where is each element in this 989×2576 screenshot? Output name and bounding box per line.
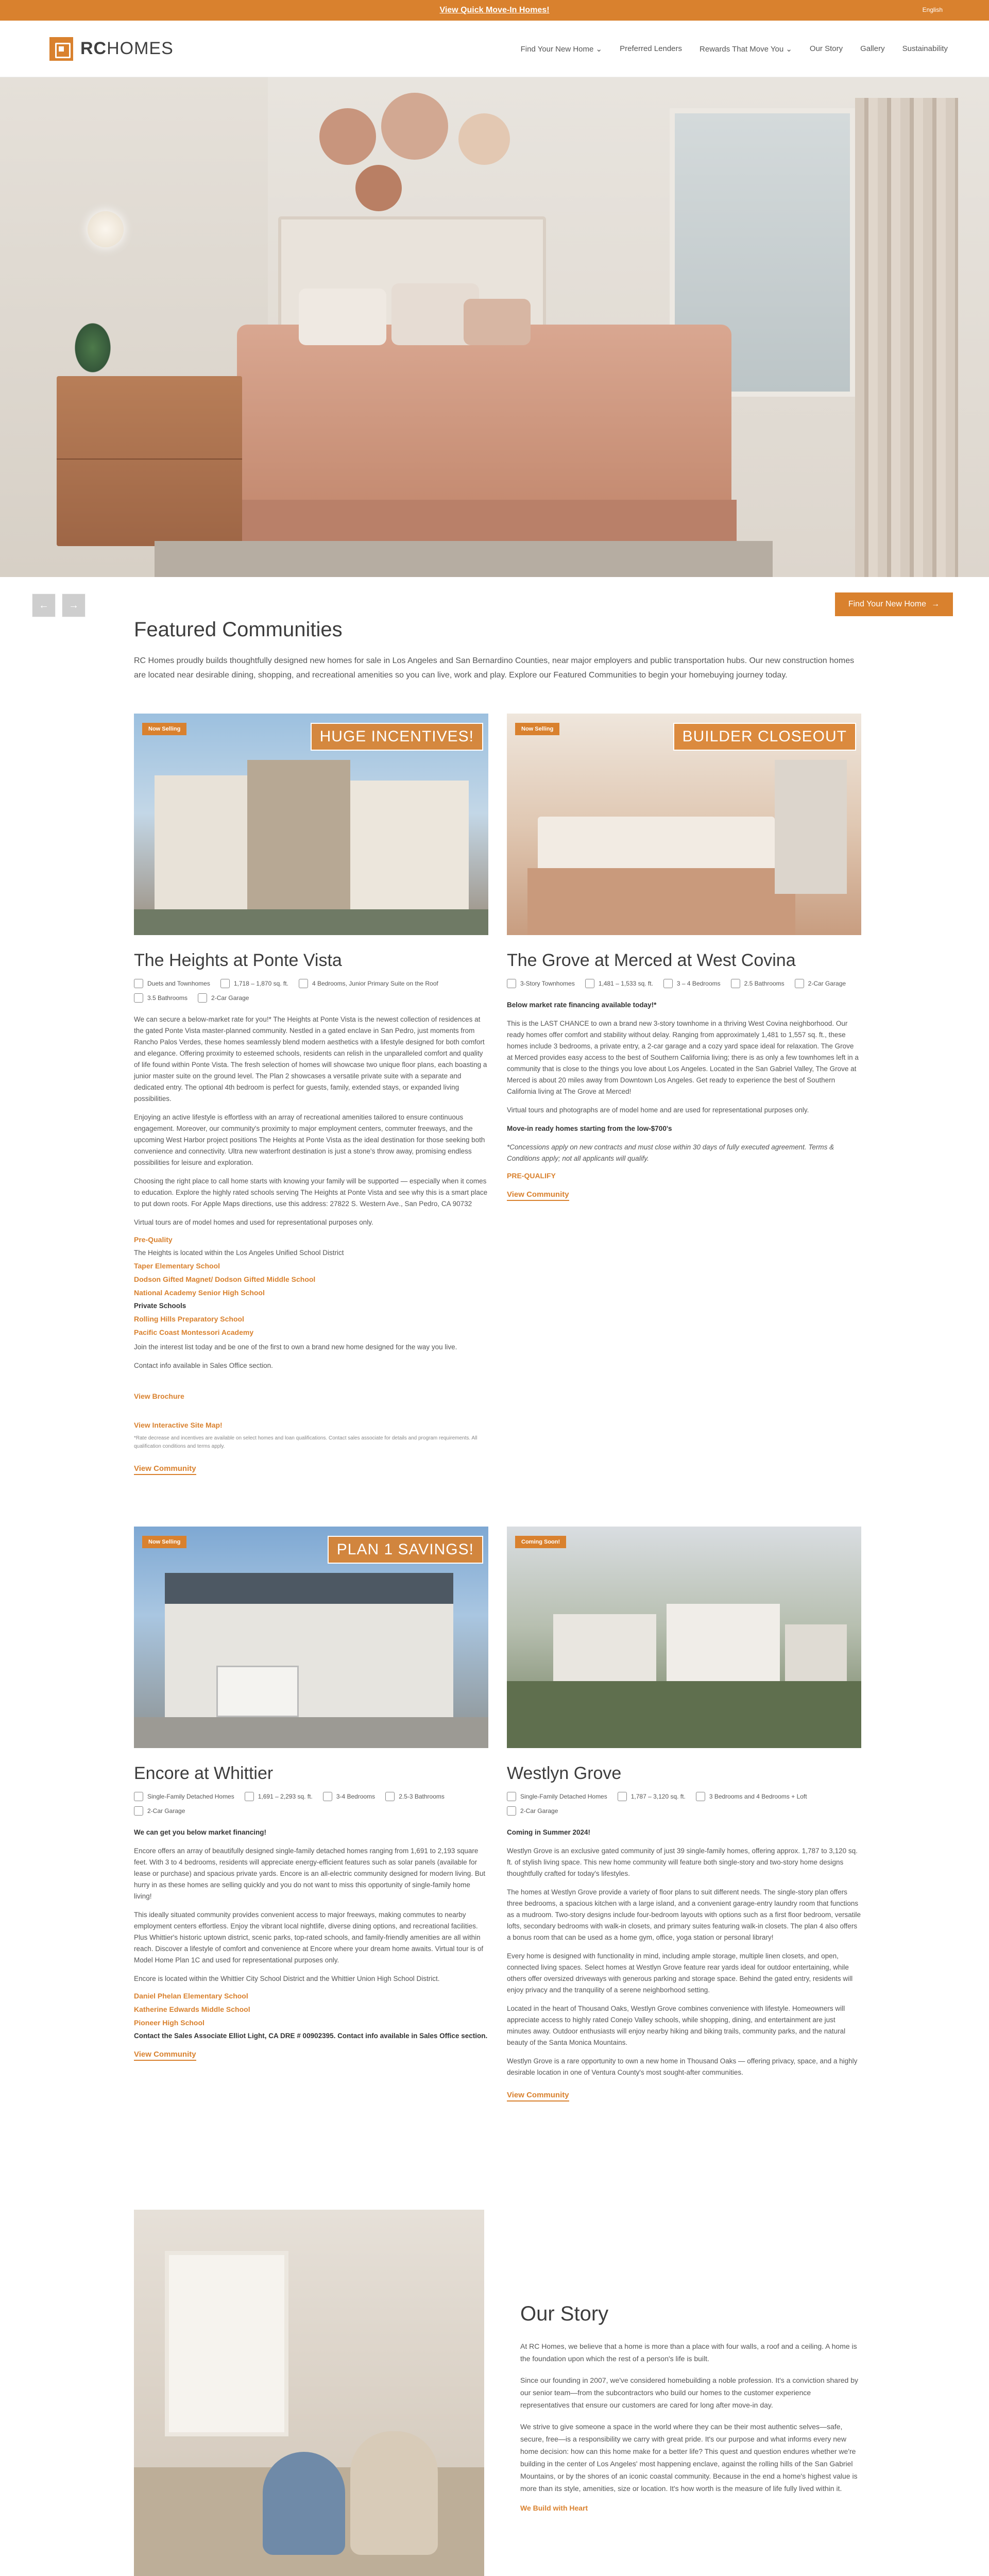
home-type-icon <box>507 979 516 988</box>
home-type-icon <box>507 1792 516 1801</box>
status-badge: Now Selling <box>142 723 186 735</box>
hero-arrows <box>32 594 86 617</box>
school-link[interactable]: Katherine Edwards Middle School <box>134 2005 250 2013</box>
logo-mark-icon <box>49 37 73 61</box>
nav-gallery[interactable]: Gallery <box>860 44 885 53</box>
view-community-button[interactable]: View Community <box>507 1190 569 1201</box>
community-specs: 3-Story Townhomes 1,481 – 1,533 sq. ft. 3 – 4 Bedrooms 2.5 Bathrooms 2-Car Garage <box>507 979 861 988</box>
status-badge: Now Selling <box>515 723 559 735</box>
community-card <box>507 1527 861 2102</box>
community-image[interactable] <box>507 714 861 935</box>
nav-sustainability[interactable]: Sustainability <box>902 44 948 53</box>
bedroom-icon <box>323 1792 332 1801</box>
bathroom-icon <box>134 993 143 1003</box>
home-type-icon <box>134 1792 143 1801</box>
language-selector[interactable]: English <box>922 6 943 13</box>
community-card <box>507 714 861 1475</box>
community-specs: Single-Family Detached Homes 1,691 – 2,293 sq. ft. 3-4 Bedrooms 2.5-3 Bathrooms 2-Car Garage <box>134 1792 488 1816</box>
logo[interactable] <box>49 37 174 61</box>
garage-icon <box>795 979 804 988</box>
garage-icon <box>134 1806 143 1816</box>
school-link[interactable]: National Academy Senior High School <box>134 1289 265 1297</box>
square-feet-icon <box>220 979 230 988</box>
our-story-text: Our Story At RC Homes, we believe that a home is more than a place with four walls, a roof and a ceiling. A home is the foundation upon which the rest of a person's life is built. Since our founding in 2007, we've considered homebuilding a noble profession. It's a conviction shared by our senior team—from the subcontractors who build our homes to the customer experience representatives that ensure our customers are cared for long after move-in day. We strive to give someone a space in the world where they can be their most authentic selves—safe, secure, free—is a responsibility we carry with great pride. It's our purpose and what informs every new home decision: how can this home make for a better life? This quest and question endures whether we're building in the center of Los Angeles' most happening enclave, against the rolling hills of the San Gabriel Mountains, or by the shores of an iconic coastal community. Because in the end a home's highest value is more than its style, amenities, size or location. It's how worth is the measure of life fully lived within it. We Build with Heart <box>520 2210 860 2576</box>
quick-move-in-link[interactable]: View Quick Move-In Homes! <box>439 6 550 14</box>
community-description: We can secure a below-market rate for you!* The Heights at Ponte Vista is the newest collection of residences at the gated Ponte Vista master-planned community. Nestled in a gated enclave in San Pedro, just moments from Rancho Palos Verdes, these homes seamlessly blend modern aesthetics with a lifestyle designed for both comfort and elegance. Offering proximity to esteemed schools, residents can relish in the unparalleled comfort and quality of life found within Ponte Vista. The fresh selection of homes will showcase two unique floor plans, each boasting a junior master suite on the ground level. The Plan 2 showcases a versatile private suite with a separate and dedicated entry. The optional 4th bedroom is perfect for guests, family, extended stays, or expanded living possibilities. Enjoying an active lifestyle is effortless with an array of recreational amenities tailored to ensure continuous engagement. Moreover, our community's proximity to major employment centers, commuter freeways, and the upcoming West Harbor project positions The Heights at Ponte Vista as the ideal destination for those seeking both convenience and connectivity. Ultra new waterfront destination is just a stone's throw away, promising endless possibilities for leisure and exploration. Choosing the right place to call home starts with knowing your family will be supported — especially when it comes to education. Explore the highly rated schools serving The Heights at Ponte Vista and see why this is a smart place to put down roots. For Apple Maps directions, use this address: 27822 S. Western Ave., San Pedro, CA 90732 Virtual tours are of model homes and used for representational purposes only. <box>134 1015 488 1226</box>
bedroom-icon <box>663 979 673 988</box>
community-description: Below market rate financing available today!* This is the LAST CHANCE to own a brand new 3-story townhome in a thriving West Covina neighborhood. Our ready homes offer comfort and stability without delay. Ranging from approximately 1,481 to 1,557 sq. ft., these homes include 3 bedrooms, a private entry, a 2-car garage and a cozy yard space ideal for relaxation. The Grove at Merced provides easy access to the best of Southern California living; there is as only a few townhomes left in a community that is close to the things you love about Los Angeles. Located in the San Gabriel Valley, The Grove at Merced is about 20 miles away from Downtown Los Angeles. Get ready to experience the best of Southern California living at The Grove at Merced! Virtual tours and photographs are of model home and are used for representational purposes only. Move-in ready homes starting from the low-$700's *Concessions apply on new contracts and must close within 30 days of fully executed agreement. Terms & Conditions apply; not all applicants will qualify. <box>507 1001 859 1162</box>
main-nav <box>521 44 948 54</box>
family-photo <box>134 2210 484 2576</box>
community-specs: Duets and Townhomes 1,718 – 1,870 sq. ft. 4 Bedrooms, Junior Primary Suite on the Roof 3.5 Bathrooms 2-Car Garage <box>134 979 488 1003</box>
pre-qualify-link[interactable]: PRE-QUALIFY <box>507 1172 556 1180</box>
top-banner <box>0 0 989 21</box>
promo-badge: HUGE INCENTIVES! <box>311 723 483 751</box>
arrow-right-icon: → <box>931 600 940 608</box>
community-name: Westlyn Grove <box>507 1764 622 1783</box>
nav-preferred-lenders[interactable]: Preferred Lenders <box>620 44 683 53</box>
featured-title: Featured Communities <box>134 618 343 641</box>
garage-icon <box>198 993 207 1003</box>
community-specs: Single-Family Detached Homes 1,787 – 3,120 sq. ft. 3 Bedrooms and 4 Bedrooms + Loft 2-Car Garage <box>507 1792 861 1816</box>
community-card: Now Selling PLAN 1 SAVINGS! Encore at Whittier Single-Family Detached Homes 1,691 – 2,293 sq. ft. 3-4 Bedrooms 2.5-3 Bathrooms 2-Car Garage We can get you below market financing! Encore offers an array of beautifully designed single-family detached homes ranging from 1,691 to 2,193 square feet. With 3 to 4 bedrooms, residents will appreciate energy-efficient features such as solar panels (available for lease or purchase) and spacious private yards. Encore is an all-electric community designed for modern living. But hurry in as these homes are selling quickly and you do not want to miss this opportunity of single-family home living! This ideally situated community provides convenient access to major freeways, making commutes to nearby employment centers effortless. Enjoy the vibrant local nightlife, diverse dining options, and recreational facilities. Plus Whittier's historic uptown district, scenic parks, top-rated schools, and family-friendly amenities are all within reach. Discover a lifestyle of comfort and convenience at Encore where your dream home awaits. Virtual tour is of Model Home Plan 1C and used for representational purposes only. Encore is located within the Whittier City School District and the Whittier Union High School District. Daniel Phelan Elementary School Katherine Edwards Middle School Pioneer High School Contact the Sales Associate Elliot Light, CA DRE # 00902395. Contact info available in Sales Office section. View Community <box>134 1527 488 2102</box>
pre-qualify-link[interactable]: Pre-Quality <box>134 1235 173 1244</box>
bathroom-icon <box>385 1792 395 1801</box>
garage-icon <box>507 1806 516 1816</box>
nav-rewards[interactable]: Rewards That Move You ⌄ <box>700 44 792 54</box>
bathroom-icon <box>731 979 740 988</box>
hero-slider <box>0 77 989 611</box>
school-link[interactable]: Taper Elementary School <box>134 1262 220 1270</box>
community-image[interactable] <box>134 1527 488 1748</box>
community-description: Coming in Summer 2024! Westlyn Grove is an exclusive gated community of just 39 single-family homes, offering approx. 1,787 to 3,120 sq. ft. of stylish living space. This new home community will feature both single-story and two-story home designs thoughtfully crafted for today's lifestyles. The homes at Westlyn Grove provide a variety of floor plans to suit different needs. The single-story plan offers three bedrooms, a spacious kitchen with a large island, and a convenient garage-entry laundry room that functions as a mudroom. Two-story designs include four-bedroom layouts with options such as a first floor bedroom, versatile lofts, secondary bedrooms with walk-in closets, and primary suites featuring walk-in closets. The plan 4 also offers a bonus room that can be used as a home gym, office, yoga station or personal library! Every home is designed with functionality in mind, including ample storage, multiple linen closets, and open, connected living spaces. Select homes at Westlyn Grove feature rear yards ideal for outdoor entertaining, while others offer oversized driveways with generous parking and storage space. Behind the gated entry, residents will enjoy privacy and the tranquility of a serene neighborhood setting. Located in the heart of Thousand Oaks, Westlyn Grove combines convenience with lifestyle. Homeowners will appreciate access to highly rated Conejo Valley schools, while shopping, dining, and entertainment are just minutes away. Outdoor enthusiasts will enjoy nearby hiking and biking trails, community parks, and the natural beauty of the Santa Monica Mountains. Westlyn Grove is a rare opportunity to own a new home in Thousand Oaks — offering privacy, space, and a highly desirable location in one of Ventura County's most sought-after communities. <box>507 1828 861 2076</box>
community-grid <box>134 714 861 2153</box>
view-community-button[interactable]: View Community <box>134 1464 196 1475</box>
community-image[interactable] <box>134 714 488 935</box>
view-community-button[interactable]: View Community <box>507 2091 569 2102</box>
status-badge: Coming Soon! <box>515 1536 566 1548</box>
school-link[interactable]: Daniel Phelan Elementary School <box>134 1992 248 2000</box>
find-new-home-button[interactable]: Find Your New Home → <box>835 592 953 616</box>
view-brochure-link[interactable]: View Brochure <box>134 1392 184 1400</box>
hero-next-arrow-icon[interactable]: → <box>62 594 86 617</box>
our-story-title: Our Story <box>520 2302 609 2325</box>
school-link[interactable]: Dodson Gifted Magnet/ Dodson Gifted Middle School <box>134 1275 316 1283</box>
square-feet-icon <box>585 979 594 988</box>
view-community-button[interactable]: View Community <box>134 2050 196 2061</box>
site-map-link[interactable]: View Interactive Site Map! <box>134 1421 223 1429</box>
nav-our-story[interactable]: Our Story <box>809 44 843 53</box>
fine-print: *Rate decrease and incentives are available on select homes and loan qualifications. Contact sales associate for details and program requirements. All qualification conditions and terms apply. <box>134 1435 478 1449</box>
promo-badge: PLAN 1 SAVINGS! <box>328 1536 483 1564</box>
featured-intro: RC Homes proudly builds thoughtfully designed new homes for sale in Los Angeles and San Bernardino Counties, near major employers and public transportation hubs. Our new construction homes are located near desirable dining, shopping, and recreational amenities so you can live, work and play. Explore our Featured Communities to begin your homebuying journey today. <box>134 656 855 680</box>
community-name: The Grove at Merced at West Covina <box>507 951 796 970</box>
site-header <box>0 21 989 77</box>
school-link[interactable]: Pacific Coast Montessori Academy <box>134 1328 254 1336</box>
square-feet-icon <box>618 1792 627 1801</box>
status-badge: Now Selling <box>142 1536 186 1548</box>
square-feet-icon <box>245 1792 254 1801</box>
school-link[interactable]: Rolling Hills Preparatory School <box>134 1315 244 1323</box>
nav-find-home[interactable]: Find Your New Home ⌄ <box>520 44 603 54</box>
bedroom-icon <box>299 979 308 988</box>
community-name: The Heights at Ponte Vista <box>134 951 342 970</box>
community-image[interactable] <box>507 1527 861 1748</box>
home-type-icon <box>134 979 143 988</box>
hero-prev-arrow-icon[interactable]: ← <box>32 594 56 617</box>
logo-text: RCHOMES <box>80 39 174 58</box>
we-build-with-heart-link[interactable]: We Build with Heart <box>520 2504 588 2512</box>
community-card: Now Selling HUGE INCENTIVES! The Heights at Ponte Vista Duets and Townhomes 1,718 – 1,870 sq. ft. 4 Bedrooms, Junior Primary Suite on the Roof 3.5 Bathrooms 2-Car Garage We can secure a below-market rate for you!* The Heights at Ponte Vista is the newest collection of residences at the gated Ponte Vista master-planned community. Nestled in a gated enclave in San Pedro, just moments from Rancho Palos Verdes, these homes seamlessly blend modern aesthetics with a lifestyle designed for both comfort and elegance. Offering proximity to esteemed schools, residents can relish in the unparalleled comfort and quality of life found within Ponte Vista. The fresh selection of homes will showcase two unique floor plans, each boasting a junior master suite on the ground level. The Plan 2 showcases a versatile private suite with a separate and dedicated entry. The optional 4th bedroom is perfect for guests, family, extended stays, or expanded living possibilities. Enjoying an active lifestyle is effortless with an array of recreational amenities tailored to ensure continuous engagement. Moreover, our community's proximity to major employment centers, commuter freeways, and the upcoming West Harbor project positions The Heights at Ponte Vista as the ideal destination for those seeking both convenience and connectivity. Ultra new waterfront destination is just a stone's throw away, promising endless possibilities for leisure and exploration. Choosing the right place to call home starts with knowing your family will be supported — especially when it comes to education. Explore the highly rated schools serving The Heights at Ponte Vista and see why this is a smart place to put down roots. For Apple Maps directions, use this address: 27822 S. Western Ave., San Pedro, CA 90732 Virtual tours are of model homes and used for representational purposes only. Pre-Quality The Heights is located within the Los Angeles Unified School District Taper Elementary School Dodson Gifted Magnet/ Dodson Gifted Middle School National Academy Senior High School Private Schools Rolling Hills Preparatory School Pacific Coast Montessori Academy Join the interest list today and be one of the first to own a brand new home designed for the way you live. Contact info available in Sales Office section. View Brochure View Interactive Site Map! *Rate decrease and incentives are available on select homes and loan qualifications. Contact sales associate for details and program requirements. All qualification conditions and terms apply. View Community <box>134 714 488 1475</box>
community-description: We can get you below market financing! Encore offers an array of beautifully designed single-family detached homes ranging from 1,691 to 2,193 square feet. With 3 to 4 bedrooms, residents will appreciate energy-efficient features such as solar panels (available for lease or purchase) and spacious private yards. Encore is an all-electric community designed for modern living. But hurry in as these homes are selling quickly and you do not want to miss this opportunity of single-family home living! This ideally situated community provides convenient access to major freeways, making commutes to nearby employment centers effortless. Enjoy the vibrant local nightlife, diverse dining options, and recreational facilities. Plus Whittier's historic uptown district, scenic parks, top-rated schools, and family-friendly amenities are all within reach. Discover a lifestyle of comfort and convenience at Encore where your dream home awaits. Virtual tour is of Model Home Plan 1C and used for representational purposes only. Encore is located within the Whittier City School District and the Whittier Union High School District. <box>134 1828 486 1982</box>
community-name: Encore at Whittier <box>134 1764 274 1783</box>
bedroom-icon <box>696 1792 705 1801</box>
our-story-section <box>0 2153 989 2576</box>
promo-badge: BUILDER CLOSEOUT <box>673 723 856 751</box>
featured-communities <box>0 577 989 2153</box>
school-link[interactable]: Pioneer High School <box>134 2019 204 2027</box>
